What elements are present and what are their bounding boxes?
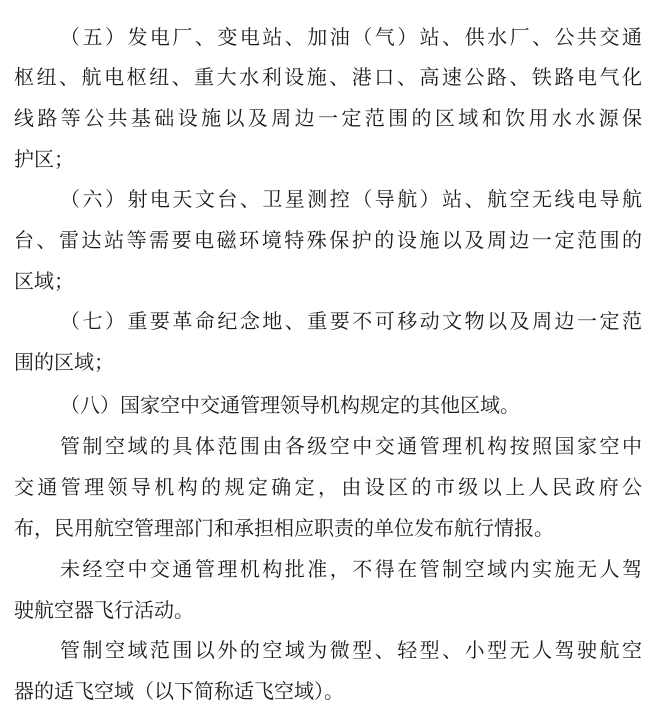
text-line: 驶航空器飞行活动。	[14, 598, 194, 622]
text-line: 管制空域的具体范围由各级空中交通管理机构按照国家空中	[60, 434, 642, 458]
text-line: 围的区域；	[14, 350, 114, 374]
text-line: 器的适飞空域（以下简称适飞空域）。	[14, 679, 344, 703]
text-line: 枢纽、航电枢纽、重大水利设施、港口、高速公路、铁路电气化	[14, 65, 642, 89]
text-line: 交通管理领导机构的规定确定，由设区的市级以上人民政府公	[14, 475, 642, 499]
text-line: 护区；	[14, 147, 74, 171]
text-line: （六）射电天文台、卫星测控（导航）站、航空无线电导航	[60, 187, 642, 211]
text-line: （八）国家空中交通管理领导机构规定的其他区域。	[60, 393, 520, 417]
text-line: 线路等公共基础设施以及周边一定范围的区域和饮用水水源保	[14, 106, 642, 130]
text-line: 管制空域范围以外的空域为微型、轻型、小型无人驾驶航空	[60, 638, 642, 662]
text-line: 布，民用航空管理部门和承担相应职责的单位发布航行情报。	[14, 516, 554, 540]
text-line: （五）发电厂、变电站、加油（气）站、供水厂、公共交通	[60, 25, 642, 49]
text-line: 台、雷达站等需要电磁环境特殊保护的设施以及周边一定范围的	[14, 228, 642, 252]
text-line: 未经空中交通管理机构批准，不得在管制空域内实施无人驾	[60, 557, 642, 581]
text-line: （七）重要革命纪念地、重要不可移动文物以及周边一定范	[60, 309, 642, 333]
text-line: 区域；	[14, 269, 74, 293]
